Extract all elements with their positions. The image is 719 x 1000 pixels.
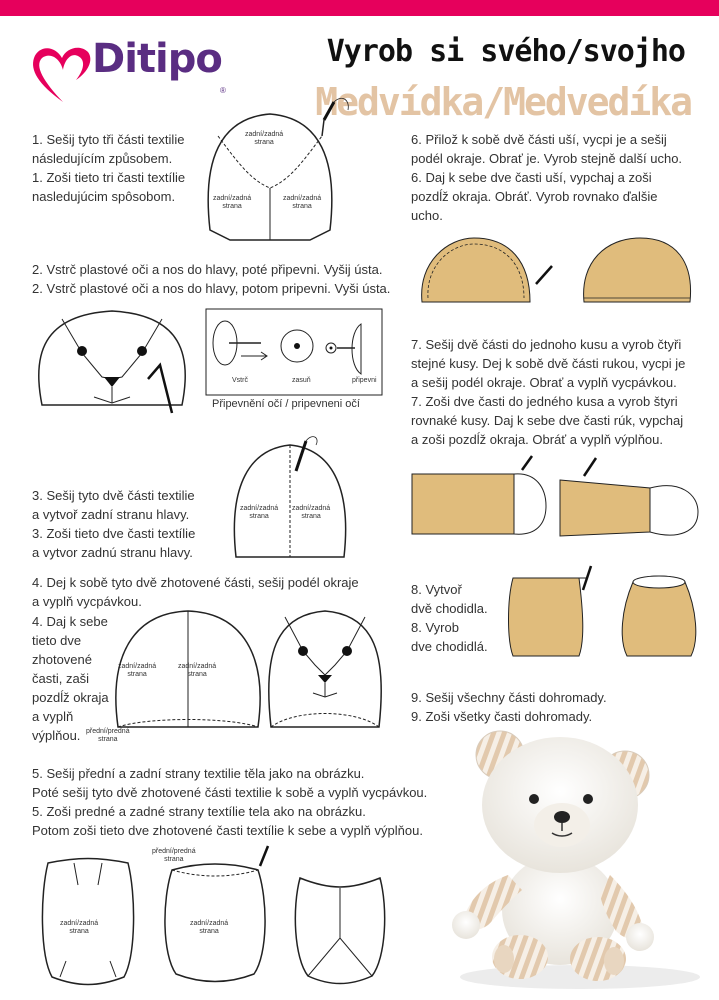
heart-logo-icon <box>28 40 98 110</box>
arm-sewing-illustration <box>410 460 705 550</box>
step-1-cz-line-2: následujícím způsobem. <box>32 151 173 166</box>
step-4-text-sk: 4. Daj k sebe tieto dve zhotovené časti, zaši pozdĺž okraja a vyplň výplňou. <box>32 614 109 743</box>
head-pattern-illustration <box>200 100 340 250</box>
back-head-illustration <box>230 435 350 565</box>
step-6-text <box>411 130 682 225</box>
eye-label-insert: Vstrč <box>232 377 248 384</box>
step-3-sk-line-1: 3. Zoši tieto dve časti textílie <box>32 526 196 541</box>
step-5-cz-line-2: Poté sešij tyto dvě zhotovené části textilie k sobě a vyplň vycpávkou. <box>32 785 428 800</box>
step-8-text: 8. Vytvoř dvě chodidla. 8. Vyrob dve chodidlá. <box>411 582 488 654</box>
body-sewn-illustration <box>160 850 270 985</box>
bear-face-finished-illustration <box>265 605 385 735</box>
step-4-cz-line-2: a vyplň vycpávkou. <box>32 594 142 609</box>
step-5-sk-line-1: 5. Zoši predné a zadné strany textílie tela ako na obrázku. <box>32 804 366 819</box>
registered-mark: ® <box>220 86 226 95</box>
step-1-cz-line-1: 1. Sešij tyto tři části textilie <box>32 132 185 147</box>
ear-sewing-illustration <box>418 232 698 312</box>
step-6-sk-line-3: ucho. <box>411 208 443 223</box>
top-accent-bar <box>0 0 719 16</box>
step-6-cz-line-2: podél okraje. Obrať je. Vyrob stejně další ucho. <box>411 151 683 166</box>
step-5-label-front: přední/predná strana <box>152 848 196 863</box>
step-3-cz-line-1: 3. Sešij tyto dvě části textilie <box>32 488 195 503</box>
foot-illustration <box>505 560 705 665</box>
step-6-sk-line-2: pozdĺž okraja. Obráť. Vyrob rovnako ďalšie <box>411 189 658 204</box>
eye-label-attach: připevni <box>352 377 377 384</box>
step-4-label-left: zadní/zadná strana <box>118 663 157 678</box>
step-5-cz-line-1: 5. Sešij přední a zadní strany textilie těla jako na obrázku. <box>32 766 365 781</box>
step-1-sk-line-1: 1. Zoši tieto tri časti textílie <box>32 170 186 185</box>
eye-attach-caption: Připevnění očí / pripevneni očí <box>212 398 360 410</box>
head-face-illustration <box>32 305 192 415</box>
page-subtitle: Medvídka/Medvedíka <box>315 80 691 124</box>
step-4-label-right: zadní/zadná strana <box>178 663 217 678</box>
step-4-label-front: přední/predná strana <box>86 728 130 743</box>
step-1-label-top: zadní/zadná strana <box>245 131 284 146</box>
step-1-text <box>32 130 185 206</box>
step-6-sk-line-1: 6. Daj k sebe dve časti uší, vypchaj a zoši <box>411 170 652 185</box>
step-4-cz-line-1: 4. Dej k sobě tyto dvě zhotovené části, sešij podél okraje <box>32 575 359 590</box>
step-1-label-left: zadní/zadná strana <box>213 195 252 210</box>
teddy-bear-photo <box>430 725 710 990</box>
step-3-cz-line-2: a vytvoř zadní stranu hlavy. <box>32 507 190 522</box>
step-1-sk-line-2: nasledujúcim spôsobom. <box>32 189 176 204</box>
step-7-text: 7. Sešij dvě části do jednoho kusu a vyrob čtyři stejné kusy. Dej k sobě dvě části rukou, vycpi je a sešij podél okraje. Obrať a vyplň vycpávkou. 7. Zoši dve časti do jedného kusa a vyrob štyri rovnaké kusy. Daj k sebe dve časti rúk, vypchaj a zoši pozdĺž okraja. Obráť a vyplň výplňou. <box>411 337 686 447</box>
step-3-text <box>32 486 195 562</box>
step-6-cz-line-1: 6. Přilož k sobě dvě části uší, vycpi je a sešij <box>411 132 667 147</box>
step-3-label-left: zadní/zadná strana <box>240 505 279 520</box>
step-5-label-back-1: zadní/zadná strana <box>60 920 99 935</box>
step-2-text <box>32 260 390 298</box>
step-9-text: 9. Sešij všechny části dohromady. 9. Zoši všetky časti dohromady. <box>411 690 607 724</box>
step-2-sk: 2. Vstrč plastové oči a nos do hlavy, potom pripevni. Vyši ústa. <box>32 281 391 296</box>
step-5-label-back-2: zadní/zadná strana <box>190 920 229 935</box>
step-2-cz: 2. Vstrč plastové oči a nos do hlavy, poté připevni. Vyšij ústa. <box>32 262 383 277</box>
body-finished-illustration <box>290 868 390 986</box>
logo-wordmark: Ditipo <box>92 36 222 82</box>
page-title: Vyrob si svého/svojho <box>326 34 685 69</box>
step-5-sk-line-2: Potom zoši tieto dve zhotovené časti textílie k sebe a vyplň výplňou. <box>32 823 423 838</box>
step-3-sk-line-2: a vytvor zadnú stranu hlavy. <box>32 545 193 560</box>
step-5-text <box>32 764 427 840</box>
eye-label-washer: zasuň <box>292 377 311 384</box>
step-3-label-right: zadní/zadná strana <box>292 505 331 520</box>
step-1-label-right: zadní/zadná strana <box>283 195 322 210</box>
